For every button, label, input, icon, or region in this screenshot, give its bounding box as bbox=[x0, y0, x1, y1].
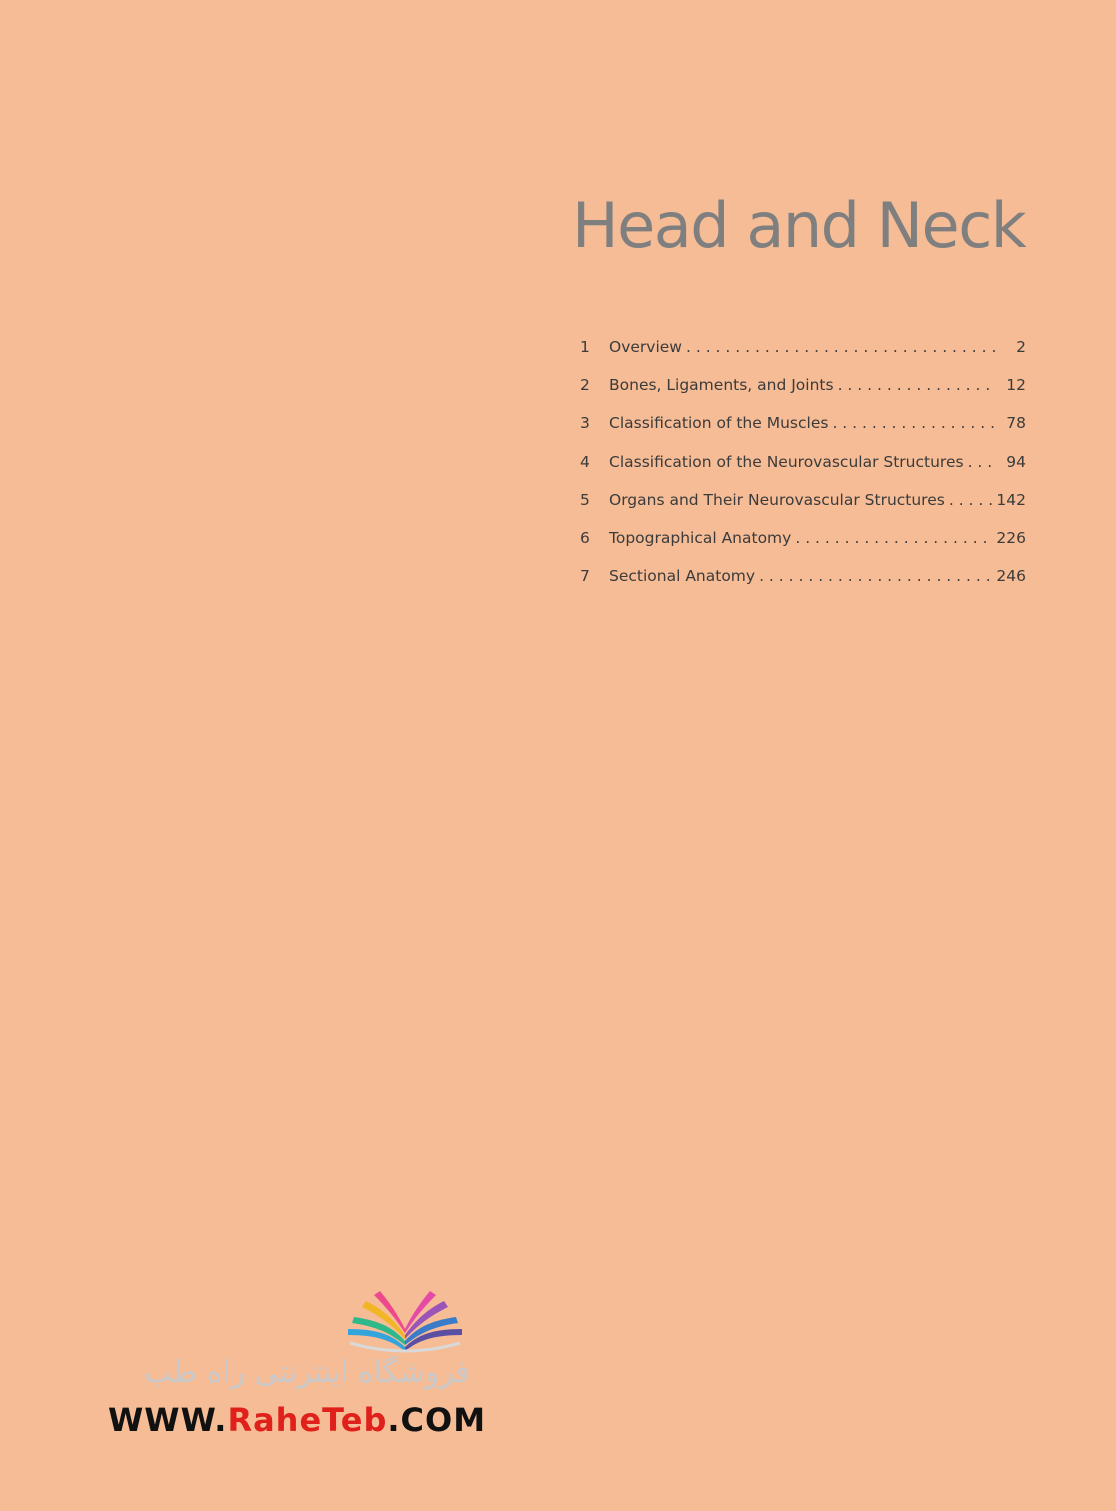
watermark-url bbox=[108, 1401, 486, 1439]
watermark-url-brand: RaheTeb bbox=[227, 1401, 388, 1439]
toc-item[interactable] bbox=[574, 491, 1026, 529]
toc-item[interactable] bbox=[574, 529, 1026, 567]
toc-item[interactable] bbox=[574, 376, 1026, 414]
toc-page-number: 12 bbox=[1006, 376, 1026, 395]
toc-label: Organs and Their Neurovascular Structures bbox=[609, 490, 945, 509]
toc-page-number: 226 bbox=[996, 528, 1026, 547]
toc-label: Topographical Anatomy bbox=[609, 528, 792, 547]
toc-label: Classification of the Muscles bbox=[609, 414, 829, 433]
table-of-contents bbox=[574, 338, 1026, 605]
toc-leader-dots bbox=[968, 453, 996, 471]
watermark-url-prefix: WWW. bbox=[108, 1401, 228, 1439]
watermark-logo bbox=[100, 1285, 487, 1445]
toc-label: Sectional Anatomy bbox=[609, 567, 756, 586]
toc-number: 7 bbox=[580, 567, 590, 586]
toc-page-number: 142 bbox=[996, 490, 1026, 509]
toc-page-number: 78 bbox=[1006, 414, 1026, 433]
toc-leader-dots bbox=[686, 338, 996, 356]
toc-leader-dots bbox=[759, 567, 992, 585]
toc-leader-dots bbox=[832, 414, 996, 432]
toc-leader-dots bbox=[838, 376, 996, 394]
toc-number: 6 bbox=[580, 528, 590, 547]
toc-page-number: 94 bbox=[1006, 452, 1026, 471]
toc-leader-dots bbox=[949, 491, 993, 509]
toc-item[interactable] bbox=[574, 338, 1026, 376]
toc-leader-dots bbox=[795, 529, 992, 547]
toc-label: Classification of the Neurovascular Structures bbox=[609, 452, 964, 471]
toc-number: 5 bbox=[580, 490, 590, 509]
open-book-icon bbox=[340, 1285, 470, 1365]
watermark-persian-text: فروشگاه اینترنتی راه طب bbox=[143, 1355, 470, 1390]
toc-item[interactable] bbox=[574, 567, 1026, 605]
toc-number: 2 bbox=[580, 376, 590, 395]
toc-label: Bones, Ligaments, and Joints bbox=[609, 376, 834, 395]
toc-label: Overview bbox=[609, 338, 682, 356]
toc-page-number: 2 bbox=[1016, 338, 1026, 356]
page-title: Head and Neck bbox=[572, 189, 1026, 262]
toc-page-number: 246 bbox=[996, 567, 1026, 586]
toc-number: 3 bbox=[580, 414, 590, 433]
toc-number: 4 bbox=[580, 452, 590, 471]
watermark-url-suffix: .COM bbox=[387, 1401, 487, 1439]
toc-item[interactable] bbox=[574, 414, 1026, 452]
toc-item[interactable] bbox=[574, 453, 1026, 491]
toc-number: 1 bbox=[580, 338, 590, 356]
